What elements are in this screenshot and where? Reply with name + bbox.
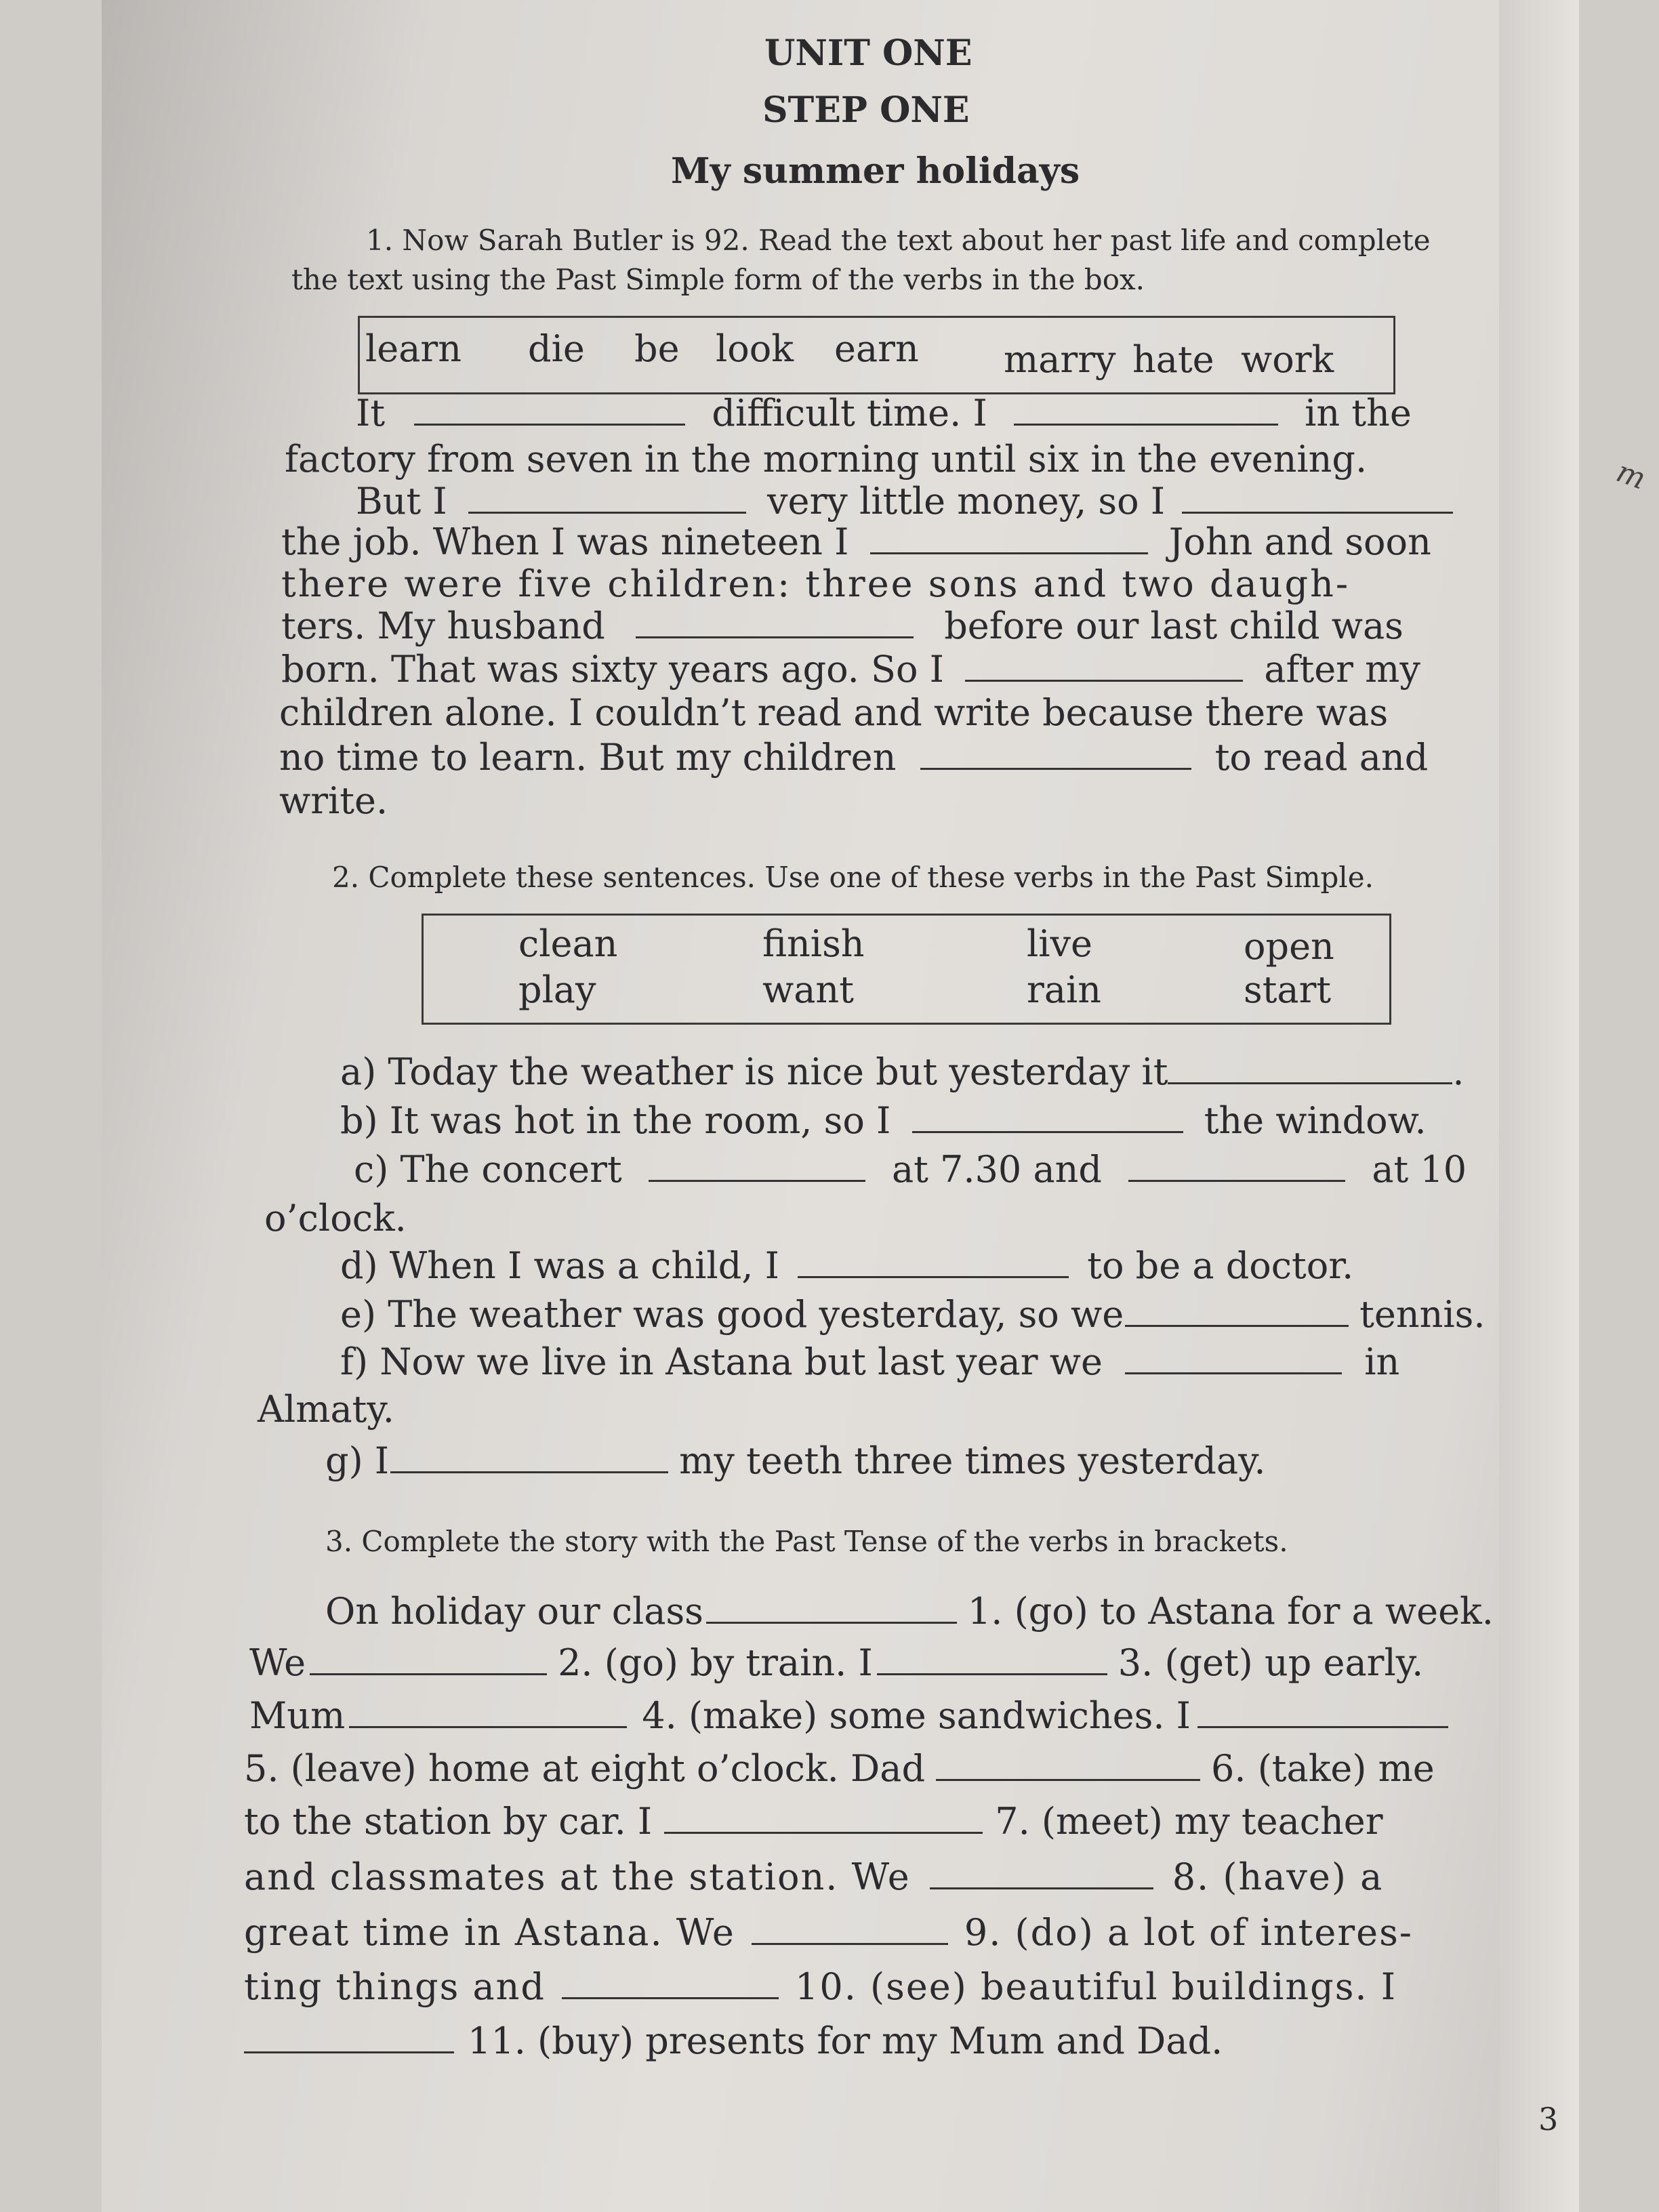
answer-blank[interactable]: [1128, 1179, 1345, 1182]
answer-blank[interactable]: [877, 1673, 1107, 1675]
ex3-line: On holiday our class 1. (go) to Astana for a week.: [325, 1590, 1494, 1633]
answer-blank[interactable]: [310, 1673, 547, 1675]
box-word: live: [1027, 922, 1093, 965]
next-page-edge: [1499, 0, 1579, 2212]
box-word: finish: [762, 922, 865, 965]
box-word: hate: [1132, 338, 1214, 381]
box-word: clean: [518, 922, 618, 965]
box-word: earn: [834, 327, 919, 370]
answer-blank[interactable]: [649, 1179, 865, 1182]
ex2-sentence-d: d) When I was a child, I to be a doctor.: [340, 1244, 1354, 1287]
ex3-line: 11. (buy) presents for my Mum and Dad.: [244, 2020, 1223, 2062]
ex2-sentence-c: c) The concert at 7.30 and at 10: [354, 1148, 1467, 1191]
answer-blank[interactable]: [562, 1996, 779, 1999]
workbook-page: [102, 0, 1579, 2212]
ex1-line: children alone. I couldn’t read and write because there was: [279, 691, 1389, 734]
box-word: start: [1244, 968, 1332, 1011]
answer-blank[interactable]: [390, 1471, 668, 1473]
ex2-instruction: 2. Complete these sentences. Use one of these verbs in the Past Simple.: [332, 861, 1374, 894]
answer-blank[interactable]: [1125, 1372, 1342, 1374]
unit-title: UNIT ONE: [764, 33, 972, 74]
ex1-line: there were five children: three sons and two daugh-: [281, 562, 1351, 605]
ex1-line: no time to learn. But my children to read and: [279, 736, 1429, 779]
ex1-instruction-line2: the text using the Past Simple form of the verbs in the box.: [291, 263, 1145, 296]
answer-blank[interactable]: [468, 511, 746, 514]
answer-blank[interactable]: [1182, 511, 1453, 514]
answer-blank[interactable]: [1125, 1324, 1349, 1327]
box-word: rain: [1027, 968, 1102, 1011]
answer-blank[interactable]: [414, 423, 685, 426]
ex3-line: We 2. (go) by train. I 3. (get) up early.: [249, 1641, 1424, 1684]
ex3-line: and classmates at the station. We 8. (have) a: [244, 1856, 1384, 1898]
box-word: want: [762, 968, 854, 1011]
ex1-word-box: [358, 316, 1395, 394]
ex2-sentence-a: a) Today the weather is nice but yesterday it .: [340, 1050, 1465, 1093]
ex2-sentence-b: b) It was hot in the room, so I the window.: [340, 1099, 1427, 1142]
answer-blank[interactable]: [664, 1831, 983, 1834]
box-word: open: [1244, 925, 1334, 968]
answer-blank[interactable]: [636, 636, 914, 638]
answer-blank[interactable]: [920, 767, 1191, 770]
ex1-line: factory from seven in the morning until six in the evening.: [285, 438, 1368, 480]
ex3-instruction: 3. Complete the story with the Past Tense of the verbs in brackets.: [325, 1525, 1288, 1558]
answer-blank[interactable]: [706, 1621, 957, 1624]
ex1-instruction-line1: 1. Now Sarah Butler is 92. Read the text about her past life and complete: [366, 224, 1431, 257]
box-word: work: [1241, 338, 1334, 381]
box-word: play: [518, 968, 596, 1011]
ex3-line: ting things and 10. (see) beautiful buildings. I: [244, 1965, 1397, 2008]
answer-blank[interactable]: [798, 1275, 1069, 1278]
answer-blank[interactable]: [936, 1778, 1200, 1781]
ex1-line: But I very little money, so I: [356, 480, 1453, 523]
ex2-sentence-g: g) I my teeth three times yesterday.: [325, 1439, 1266, 1482]
answer-blank[interactable]: [349, 1725, 627, 1728]
answer-blank[interactable]: [965, 679, 1243, 682]
ex3-line: to the station by car. I 7. (meet) my teacher: [244, 1800, 1383, 1843]
answer-blank[interactable]: [1014, 423, 1278, 426]
step-title: STEP ONE: [762, 89, 970, 131]
ex3-line: Mum 4. (make) some sandwiches. I: [249, 1694, 1448, 1737]
ex1-line: born. That was sixty years ago. So I after my: [281, 648, 1420, 691]
box-word: marry: [1004, 338, 1116, 381]
ex1-line: ters. My husband before our last child was: [281, 605, 1404, 647]
box-word: learn: [365, 327, 462, 370]
ex3-line: 5. (leave) home at eight o’clock. Dad 6. (take) me: [244, 1747, 1435, 1790]
box-word: look: [716, 327, 794, 370]
margin-mark: m: [1612, 454, 1651, 497]
box-word: die: [528, 327, 585, 370]
topic-title: My summer holidays: [671, 150, 1080, 192]
answer-blank[interactable]: [912, 1130, 1183, 1133]
page-number: 3: [1538, 2101, 1559, 2137]
answer-blank[interactable]: [1197, 1725, 1448, 1728]
answer-blank[interactable]: [870, 552, 1148, 554]
answer-blank[interactable]: [244, 2051, 454, 2053]
ex1-line: write.: [279, 779, 388, 822]
ex1-line: It difficult time. I in the: [356, 392, 1412, 434]
answer-blank[interactable]: [930, 1887, 1153, 1889]
ex2-sentence-c-cont: o’clock.: [264, 1197, 407, 1240]
box-word: be: [634, 327, 680, 370]
ex2-sentence-e: e) The weather was good yesterday, so we tennis.: [340, 1293, 1486, 1336]
ex2-sentence-f-cont: Almaty.: [258, 1388, 394, 1431]
answer-blank[interactable]: [752, 1942, 948, 1945]
ex1-line: the job. When I was nineteen I John and soon: [281, 520, 1431, 563]
ex3-line: great time in Astana. We 9. (do) a lot of interes-: [244, 1911, 1414, 1954]
ex2-sentence-f: f) Now we live in Astana but last year we in: [340, 1340, 1400, 1383]
answer-blank[interactable]: [1168, 1082, 1452, 1084]
ex2-word-box: [422, 914, 1391, 1025]
